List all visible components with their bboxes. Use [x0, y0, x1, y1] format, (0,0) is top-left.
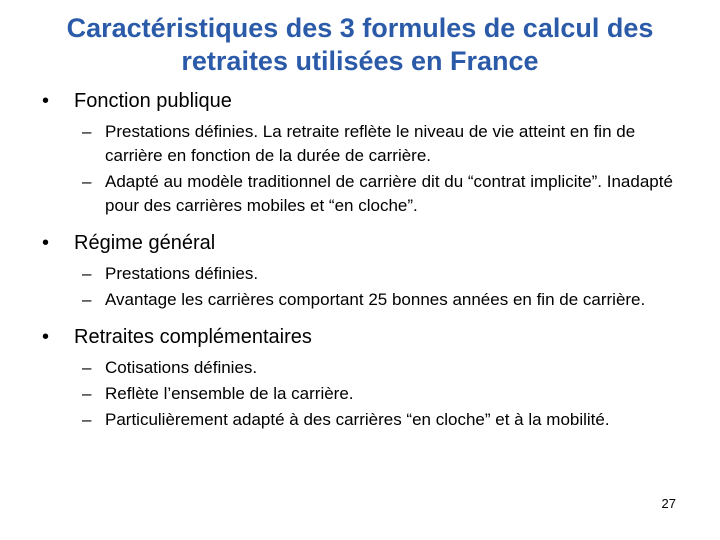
dash-icon: – — [82, 264, 92, 283]
list-item — [0, 120, 720, 168]
dash-icon: – — [82, 290, 92, 309]
list-item — [0, 288, 720, 312]
list-item-text: Reflète l’ensemble de la carrière. — [105, 384, 354, 403]
page-number: 27 — [661, 496, 676, 511]
list-item — [0, 382, 720, 406]
list-item — [0, 170, 720, 218]
dash-icon: – — [82, 122, 92, 141]
bullet-icon: • — [42, 90, 50, 112]
slide-title: Caractéristiques des 3 formules de calcul des retraites utilisées en France — [66, 13, 654, 76]
slide-content — [0, 88, 720, 432]
list-item-text: Prestations définies. La retraite reflète le niveau de vie atteint en fin de carrière en fonction de la durée de carrière. — [105, 122, 636, 165]
section-retraites-complementaires — [0, 324, 720, 432]
list-item — [0, 262, 720, 286]
section-label: Régime général — [74, 232, 216, 254]
bullet-icon: • — [42, 232, 50, 254]
list-item-text: Prestations définies. — [105, 264, 259, 283]
list-item-text: Particulièrement adapté à des carrières “en cloche” et à la mobilité. — [105, 410, 610, 429]
section-regime-general — [0, 230, 720, 312]
dash-icon: – — [82, 172, 92, 191]
section-fonction-publique — [0, 88, 720, 218]
list-item — [0, 356, 720, 380]
list-item — [0, 408, 720, 432]
dash-icon: – — [82, 384, 92, 403]
dash-icon: – — [82, 358, 92, 377]
section-label: Fonction publique — [74, 90, 232, 112]
section-label: Retraites complémentaires — [74, 326, 312, 348]
list-item-text: Cotisations définies. — [105, 358, 258, 377]
list-item-text: Adapté au modèle traditionnel de carrière dit du “contrat implicite”. Inadapté pour des carrières mobiles et “en cloche”. — [105, 172, 673, 215]
bullet-icon: • — [42, 326, 50, 348]
list-item-text: Avantage les carrières comportant 25 bonnes années en fin de carrière. — [105, 290, 646, 309]
dash-icon: – — [82, 410, 92, 429]
